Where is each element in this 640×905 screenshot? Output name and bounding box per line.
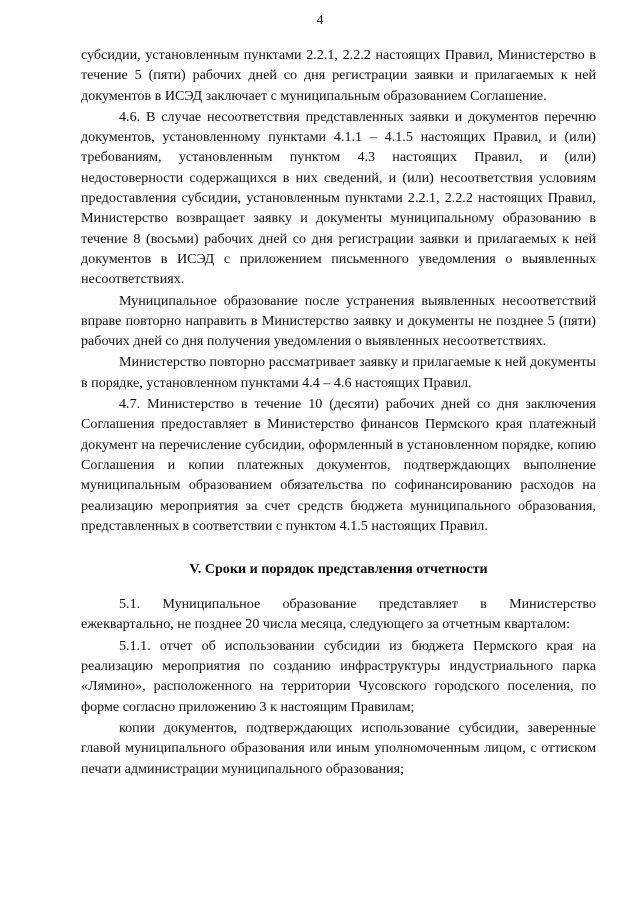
paragraph-5-1: 5.1. Муниципальное образование представляет в Министерство ежеквартально, не позднее 20 числа месяца, следующего за отчетным кварталом: — [81, 596, 596, 633]
paragraph-re-review: Министерство повторно рассматривает заявку и прилагаемые к ней документы в порядке, установленном пунктами 4.4 – 4.6 настоящих Правил. — [81, 354, 596, 391]
paragraph-4-6: 4.6. В случае несоответствия представленных заявки и документов перечню документов, установленному пунктами 4.1.1 – 4.1.5 настоящих Правил, и (или) требованиям, установленным пунктом 4.3 настоящих Правил, и (или) недостоверности содержащихся в них сведений, и (или) несоответствия условиям предоставления субсидии, установленным пунктами 2.2.1, 2.2.2 настоящих Правил, Министерство возвращает заявку и документы муниципальному образованию в течение 8 (восьми) рабочих дней со дня регистрации заявки и прилагаемых к ней документов в ИСЭД с приложением письменного уведомления о выявленных несоответствиях. — [81, 108, 596, 288]
document-body — [81, 45, 596, 779]
paragraph-subsidy-agreement: субсидии, установленным пунктами 2.2.1, 2.2.2 настоящих Правил, Министерство в течение 5 (пяти) рабочих дней со дня регистрации заявки и прилагаемых к ней документов в ИСЭД заключает с муниципальным образованием Соглашение. — [81, 47, 596, 104]
page-number: 4 — [316, 13, 324, 28]
paragraph-document-copies: копии документов, подтверждающих использование субсидии, заверенные главой муниципального образования или иным уполномоченным лицом, с оттиском печати администрации муниципального образования; — [81, 719, 596, 777]
paragraph-5-1-1: 5.1.1. отчет об использовании субсидии из бюджета Пермского края на реализацию мероприятия по созданию инфраструктуры индустриального парка «Лямино», расположенного на территории Чусовского городского поселения, по форме согласно приложению 3 к настоящим Правилам; — [81, 637, 596, 715]
section-heading: V. Сроки и порядок представления отчетности — [189, 561, 488, 578]
paragraph-4-7: 4.7. Министерство в течение 10 (десяти) рабочих дней со дня заключения Соглашения предоставляет в Министерство финансов Пермского края платежный документ на перечисление субсидии, оформленный в установленном порядке, копию Соглашения и копии платежных документов, подтверждающих выполнение муниципальным образованием обязательства по софинансированию расходов на реализацию мероприятия за счет средств бюджета муниципального образования, представленных в соответствии с пунктом 4.1.5 настоящих Правил. — [81, 396, 596, 534]
paragraph-resubmission: Муниципальное образование после устранения выявленных несоответствий вправе повторно направить в Министерство заявку и документы не позднее 5 (пяти) рабочих дней со дня получения уведомления о выявленных несоответствиях. — [81, 292, 596, 350]
